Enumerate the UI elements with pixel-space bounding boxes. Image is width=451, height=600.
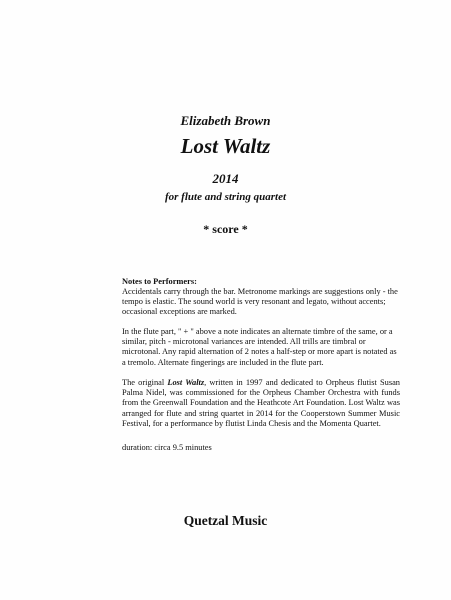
work-title: Lost Waltz	[180, 134, 271, 158]
notes-paragraph-accidentals: Accidentals carry through the bar. Metronome markings are suggestions only - the tempo is elastic. The sound world is very resonant and legato, without accents; occasional exceptions are marked.	[122, 287, 398, 317]
score-label: * score *	[203, 222, 248, 236]
composition-year: 2014	[212, 171, 239, 186]
notes-paragraph-flute-part: In the flute part, " + " above a note indicates an alternate timbre of the same, or a similar, pitch - microtonal variances are intended. All trills are timbral or microtonal. Any rapid alternation of 2 notes a half-step or more apart is notated as a tremolo. Alternate fingerings are included in the flute part.	[122, 327, 397, 367]
history-text: , written in 1997 and dedicated to Orpheus flutist Susan Palma Nidel, was commissioned for the Orpheus Chamber Orchestra with funds from the Greenwall Foundation and the Heathcote Art Foundation. Lost Waltz was arranged for flute and string quartet in 2014 for the Cooperstown Summer Music Festival, for a performance by flutist Linda Chesis and the Momenta Quartet.	[122, 378, 400, 428]
publisher-name: Quetzal Music	[183, 513, 268, 528]
history-prefix: The original	[122, 378, 168, 387]
duration-note: duration: circa 9.5 minutes	[122, 443, 212, 452]
history-work-title: Lost Waltz	[167, 378, 205, 387]
notes-paragraph-history	[122, 378, 400, 429]
notes-heading: Notes to Performers:	[122, 277, 197, 286]
composer-name: Elizabeth Brown	[180, 113, 271, 128]
instrumentation: for flute and string quartet	[164, 191, 287, 203]
